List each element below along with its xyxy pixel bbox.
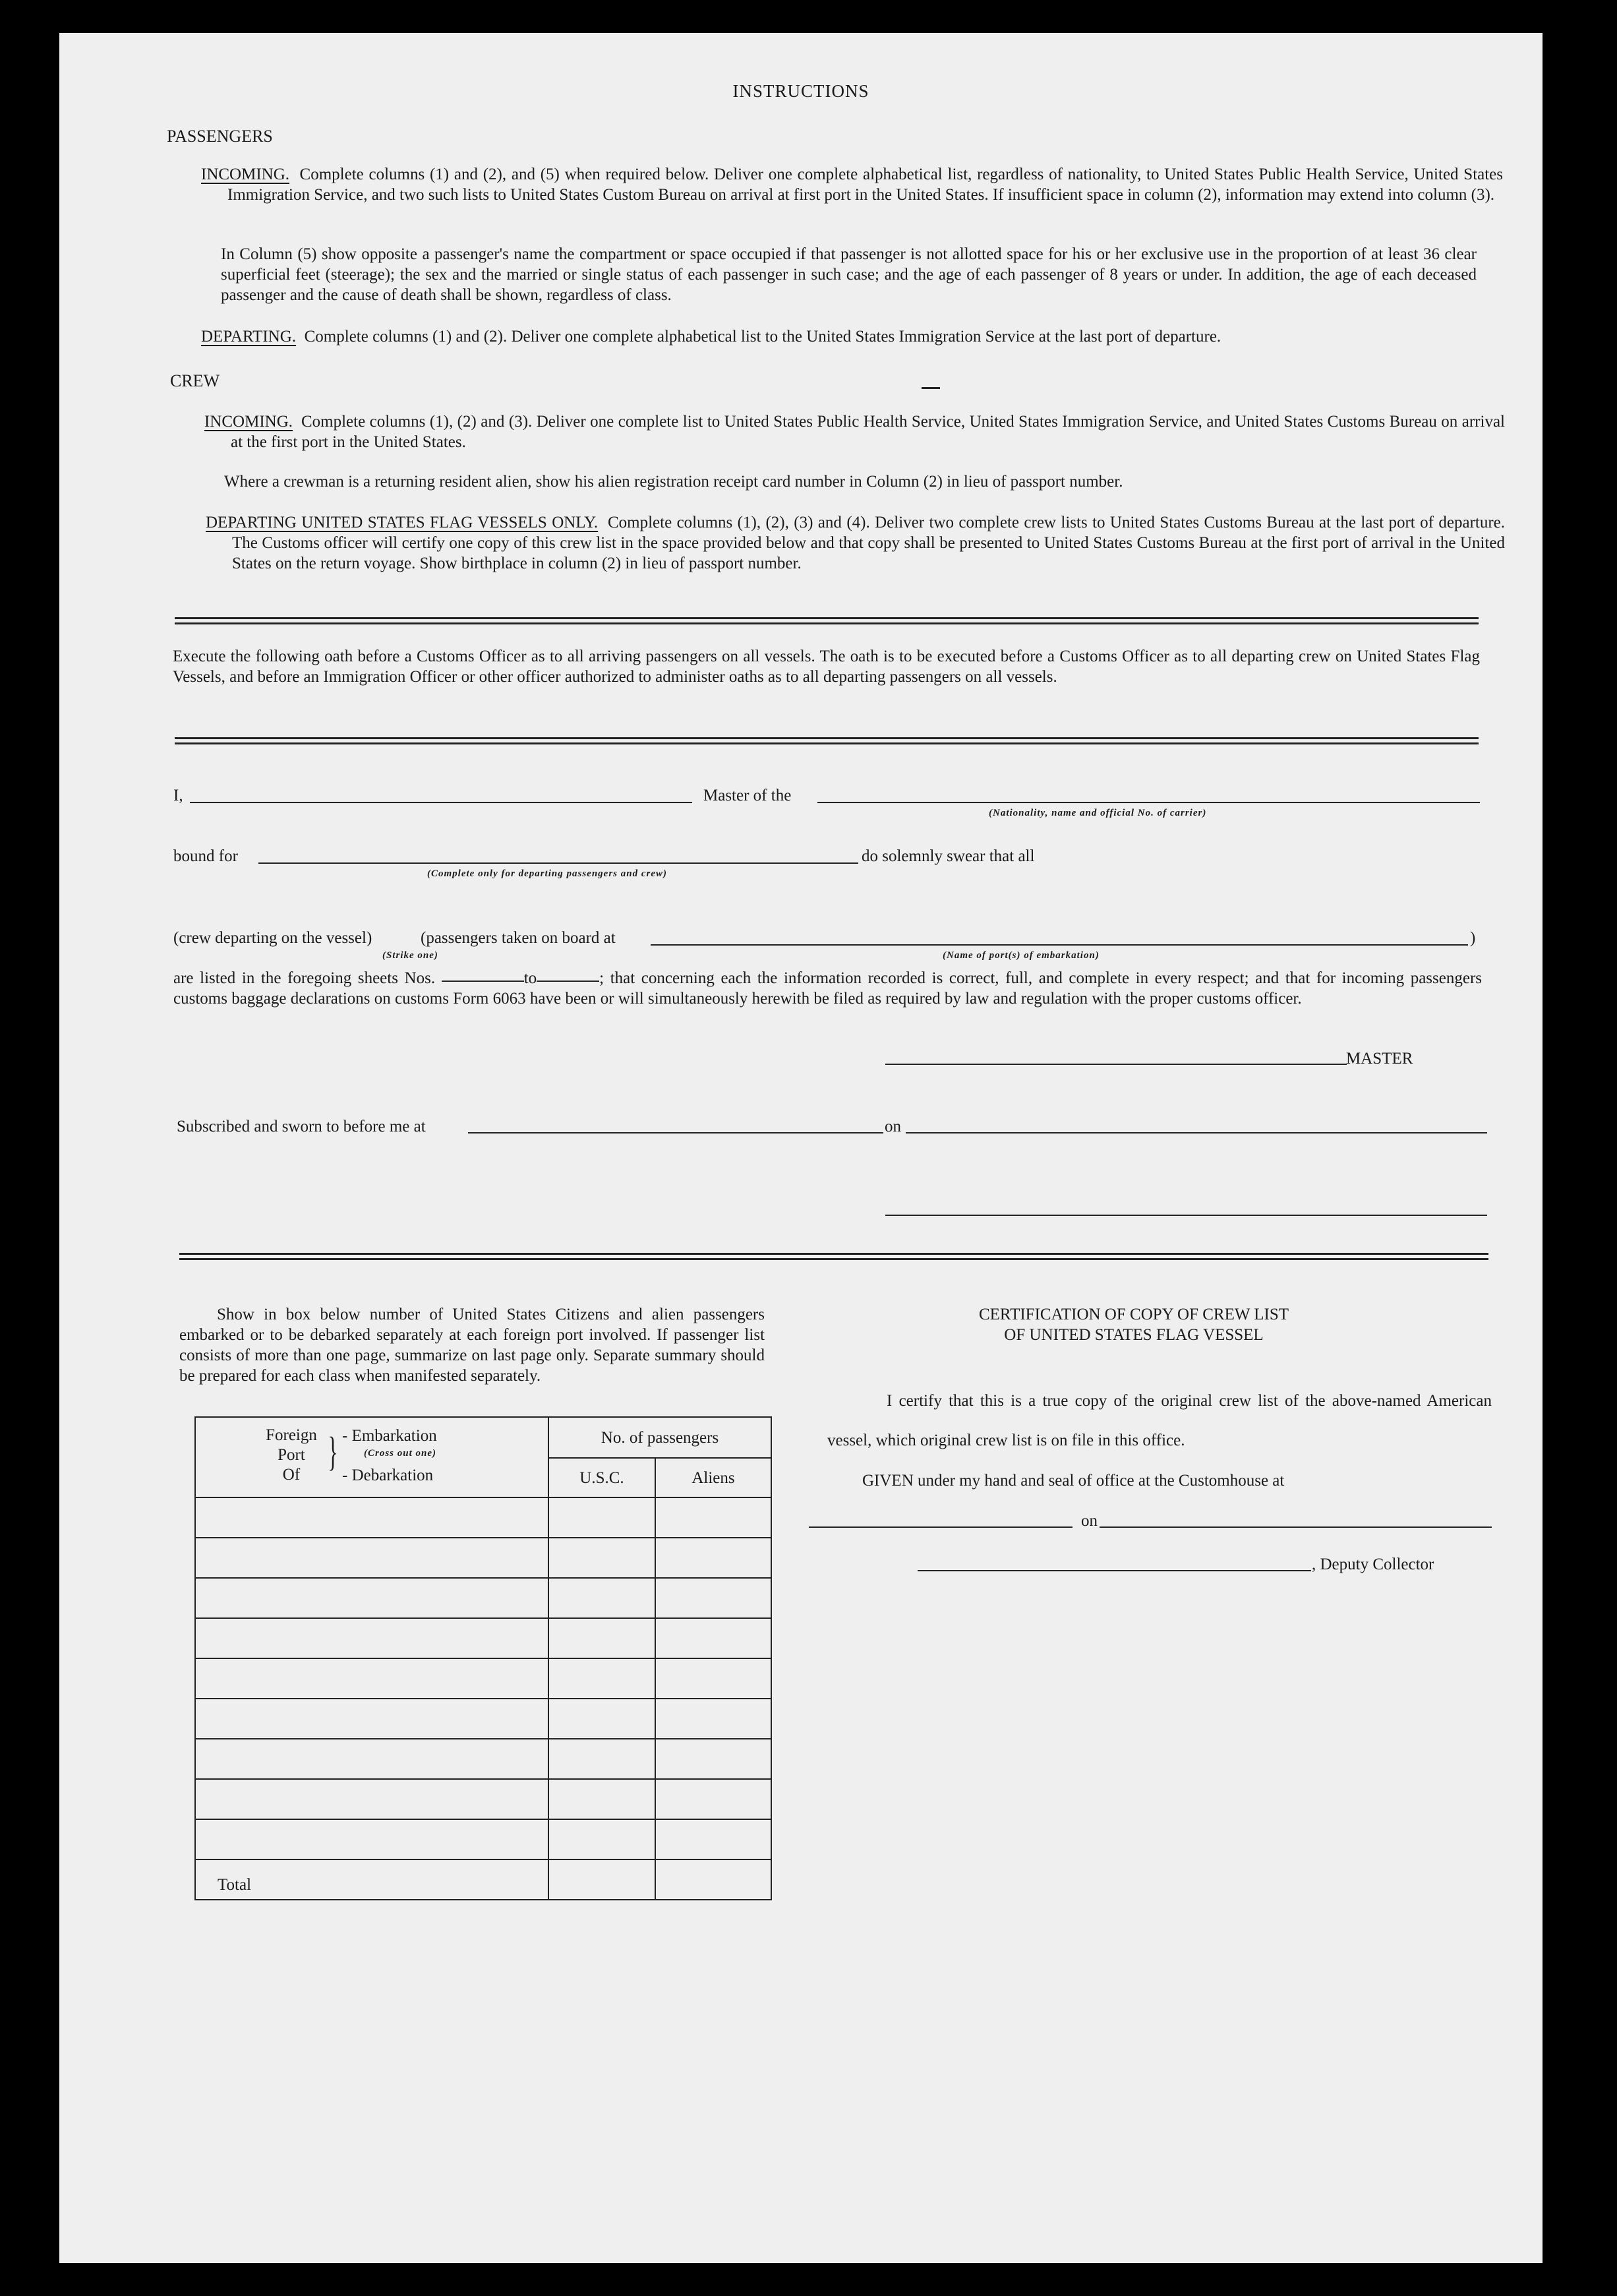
master-name-field[interactable] xyxy=(190,802,692,803)
sheet-from-field[interactable] xyxy=(442,981,524,982)
passengers-column5-paragraph: In Column (5) show opposite a passenger's name the compartment or space occupied if that passenger is not allotted space for his or her exclusive use in the proportion of at least 36 clear superficial feet (steerage); the sex and the married or single status of each passenger in such case; and the age of each passenger of 8 years or under. In addition, the age of each deceased passenger and the cause of death shall be shown, regardless of class. xyxy=(221,245,1477,304)
table-row xyxy=(195,1699,771,1739)
certification-on-label: on xyxy=(1081,1512,1098,1530)
certification-title-line1: CERTIFICATION OF COPY OF CREW LIST xyxy=(978,1306,1289,1323)
crew-departing-label: DEPARTING UNITED STATES FLAG VESSELS ONLY. xyxy=(206,514,599,531)
usc-cell[interactable] xyxy=(548,1497,655,1538)
close-paren: ) xyxy=(1470,929,1476,947)
master-of-label: Master of the xyxy=(703,787,792,804)
usc-cell[interactable] xyxy=(548,1819,655,1859)
port-cell[interactable] xyxy=(195,1699,548,1739)
table-row xyxy=(195,1779,771,1819)
certification-title-line2: OF UNITED STATES FLAG VESSEL xyxy=(1004,1326,1264,1344)
deputy-signature-field[interactable] xyxy=(918,1570,1311,1571)
debarkation-label: - Debarkation xyxy=(342,1466,434,1484)
usc-cell[interactable] xyxy=(548,1779,655,1819)
port-cell[interactable] xyxy=(195,1779,548,1819)
embarkation-label: - Embarkation xyxy=(342,1427,437,1445)
customhouse-place-field[interactable] xyxy=(809,1526,1073,1528)
crew-heading: CREW xyxy=(170,371,220,390)
passengers-departing-label: DEPARTING. xyxy=(201,328,297,346)
subscribed-place-field[interactable] xyxy=(468,1132,883,1133)
certification-date-field[interactable] xyxy=(1100,1526,1492,1528)
cross-out-caption: (Cross out one) xyxy=(364,1448,437,1459)
port-cell[interactable] xyxy=(195,1538,548,1578)
port-word: Port xyxy=(278,1446,305,1464)
total-label: Total xyxy=(195,1859,548,1900)
form-page xyxy=(59,33,1543,2263)
passenger-summary-table xyxy=(194,1416,772,1900)
sheet-to-field[interactable] xyxy=(537,981,599,982)
embarkation-port-field[interactable] xyxy=(651,944,1468,946)
total-aliens-cell[interactable] xyxy=(655,1859,771,1900)
aliens-cell[interactable] xyxy=(655,1497,771,1538)
table-row xyxy=(195,1538,771,1578)
strike-caption: (Strike one) xyxy=(382,950,438,961)
passengers-departing-paragraph xyxy=(201,326,1477,347)
port-cell[interactable] xyxy=(195,1618,548,1658)
table-row xyxy=(195,1819,771,1859)
passengers-incoming-paragraph xyxy=(201,164,1503,205)
table-row xyxy=(195,1578,771,1618)
port-cell[interactable] xyxy=(195,1658,548,1699)
carrier-field[interactable] xyxy=(817,802,1480,803)
double-rule-3 xyxy=(179,1253,1488,1260)
subscribed-date-field[interactable] xyxy=(906,1132,1487,1133)
aliens-cell[interactable] xyxy=(655,1538,771,1578)
port-caption: (Name of port(s) of embarkation) xyxy=(943,950,1100,961)
aliens-cell[interactable] xyxy=(655,1578,771,1618)
swear-label: do solemnly swear that all xyxy=(862,847,1035,865)
aliens-cell[interactable] xyxy=(655,1618,771,1658)
passengers-taken-option: (passengers taken on board at xyxy=(421,929,616,947)
port-cell[interactable] xyxy=(195,1497,548,1538)
listed-label: are listed in the foregoing sheets Nos. xyxy=(173,969,436,987)
double-rule-1 xyxy=(175,617,1479,624)
dash-mark xyxy=(922,387,940,389)
foreign-port-of-label xyxy=(262,1426,321,1485)
certification-title xyxy=(837,1304,1430,1345)
subscribed-on-label: on xyxy=(885,1118,901,1135)
given-text: GIVEN under my hand and seal of office at the Customhouse at xyxy=(862,1472,1285,1490)
passengers-incoming-text: Complete columns (1) and (2), and (5) when required below. Deliver one complete alphabetical list, regardless of nationality, to United States Public Health Service, United States Immigration Service, and two such lists to United States Custom Bureau on arrival at first port in the United States. If insufficient space in column (2), information may extend into column (3). xyxy=(227,166,1504,204)
aliens-cell[interactable] xyxy=(655,1739,771,1779)
crew-departing-text: Complete columns (1), (2), (3) and (4). Deliver two complete crew lists to United States Customs Bureau at the last port of departure. The Customs officer will certify one copy of this crew list in the space provided below and that copy shall be presented to United States Customs Bureau at the first port of arrival in the United States on the return voyage. Show birthplace in column (2) in lieu of passport number. xyxy=(232,514,1506,572)
subscribed-label: Subscribed and sworn to before me at xyxy=(177,1118,426,1135)
listed-paragraph xyxy=(173,968,1482,1009)
summary-instructions: Show in box below number of United States Citizens and alien passengers embarked or to be debarked separately at each foreign port involved. If passenger list consists of more than one page, summarize on last page only. Separate summary should be prepared for each class when manifested separately. xyxy=(179,1306,765,1385)
right-brace: } xyxy=(328,1430,338,1474)
bound-caption: (Complete only for departing passengers and crew) xyxy=(427,868,667,879)
usc-cell[interactable] xyxy=(548,1658,655,1699)
crew-departing-paragraph xyxy=(206,512,1505,574)
passengers-incoming-label: INCOMING. xyxy=(201,166,290,183)
bound-for-field[interactable] xyxy=(258,862,858,864)
foreign-port-header xyxy=(195,1417,548,1497)
crew-departing-option: (crew departing on the vessel) xyxy=(173,929,372,947)
page-title: INSTRUCTIONS xyxy=(732,81,869,101)
deputy-collector-label: , Deputy Collector xyxy=(1312,1556,1434,1573)
officer-signature-field[interactable] xyxy=(885,1215,1487,1216)
aliens-header: Aliens xyxy=(655,1458,771,1497)
aliens-cell[interactable] xyxy=(655,1699,771,1739)
total-row xyxy=(195,1859,771,1900)
port-cell[interactable] xyxy=(195,1578,548,1618)
usc-cell[interactable] xyxy=(548,1578,655,1618)
usc-header: U.S.C. xyxy=(548,1458,655,1497)
bound-for-label: bound for xyxy=(173,847,238,865)
aliens-cell[interactable] xyxy=(655,1779,771,1819)
crew-incoming-text: Complete columns (1), (2) and (3). Deliver one complete list to United States Public Health Service, United States Immigration Service, and United States Customs Bureau on arrival at the first port in the United States. xyxy=(231,413,1505,451)
usc-cell[interactable] xyxy=(548,1538,655,1578)
of-word: Of xyxy=(282,1466,301,1484)
oath-instructions: Execute the following oath before a Customs Officer as to all arriving passengers on all vessels. The oath is to be executed before a Customs Officer as to all departing crew on United States Flag Vessels, and before an Immigration Officer or other officer authorized to administer oaths as to all departing passengers on all vessels. xyxy=(173,648,1480,686)
aliens-cell[interactable] xyxy=(655,1819,771,1859)
double-rule-2 xyxy=(175,737,1479,744)
total-usc-cell[interactable] xyxy=(548,1859,655,1900)
table-row xyxy=(195,1739,771,1779)
certify-text: I certify that this is a true copy of the original crew list of the above-named American vessel, which original crew list is on file in this office. xyxy=(827,1392,1492,1449)
foreign-word: Foreign xyxy=(266,1426,317,1444)
crew-incoming-label: INCOMING. xyxy=(204,413,293,431)
oath-i-label: I, xyxy=(173,787,183,804)
port-cell[interactable] xyxy=(195,1819,548,1859)
passengers-departing-text: Complete columns (1) and (2). Deliver one complete alphabetical list to the United States Immigration Service at the last port of departure. xyxy=(304,328,1221,346)
no-of-passengers-header: No. of passengers xyxy=(548,1417,771,1458)
crew-resident-paragraph: Where a crewman is a returning resident alien, show his alien registration receipt card number in Column (2) in lieu of passport number. xyxy=(224,473,1123,491)
port-cell[interactable] xyxy=(195,1739,548,1779)
usc-cell[interactable] xyxy=(548,1618,655,1658)
master-label: MASTER xyxy=(1346,1050,1413,1068)
usc-cell[interactable] xyxy=(548,1699,655,1739)
passengers-heading: PASSENGERS xyxy=(167,127,273,146)
table-row xyxy=(195,1497,771,1538)
table-row xyxy=(195,1658,771,1699)
carrier-caption: (Nationality, name and official No. of carrier) xyxy=(989,808,1207,818)
master-signature-field[interactable] xyxy=(885,1064,1347,1065)
usc-cell[interactable] xyxy=(548,1739,655,1779)
aliens-cell[interactable] xyxy=(655,1658,771,1699)
to-label: to xyxy=(523,969,537,987)
table-row xyxy=(195,1618,771,1658)
listed-rest: ; that concerning each the information recorded is correct, full, and complete in every respect; and that for incoming passengers customs baggage declarations on customs Form 6063 have been or will simultaneously herewith be filed as required by law and regulation with the proper customs officer. xyxy=(173,969,1482,1008)
crew-incoming-paragraph xyxy=(204,411,1505,452)
